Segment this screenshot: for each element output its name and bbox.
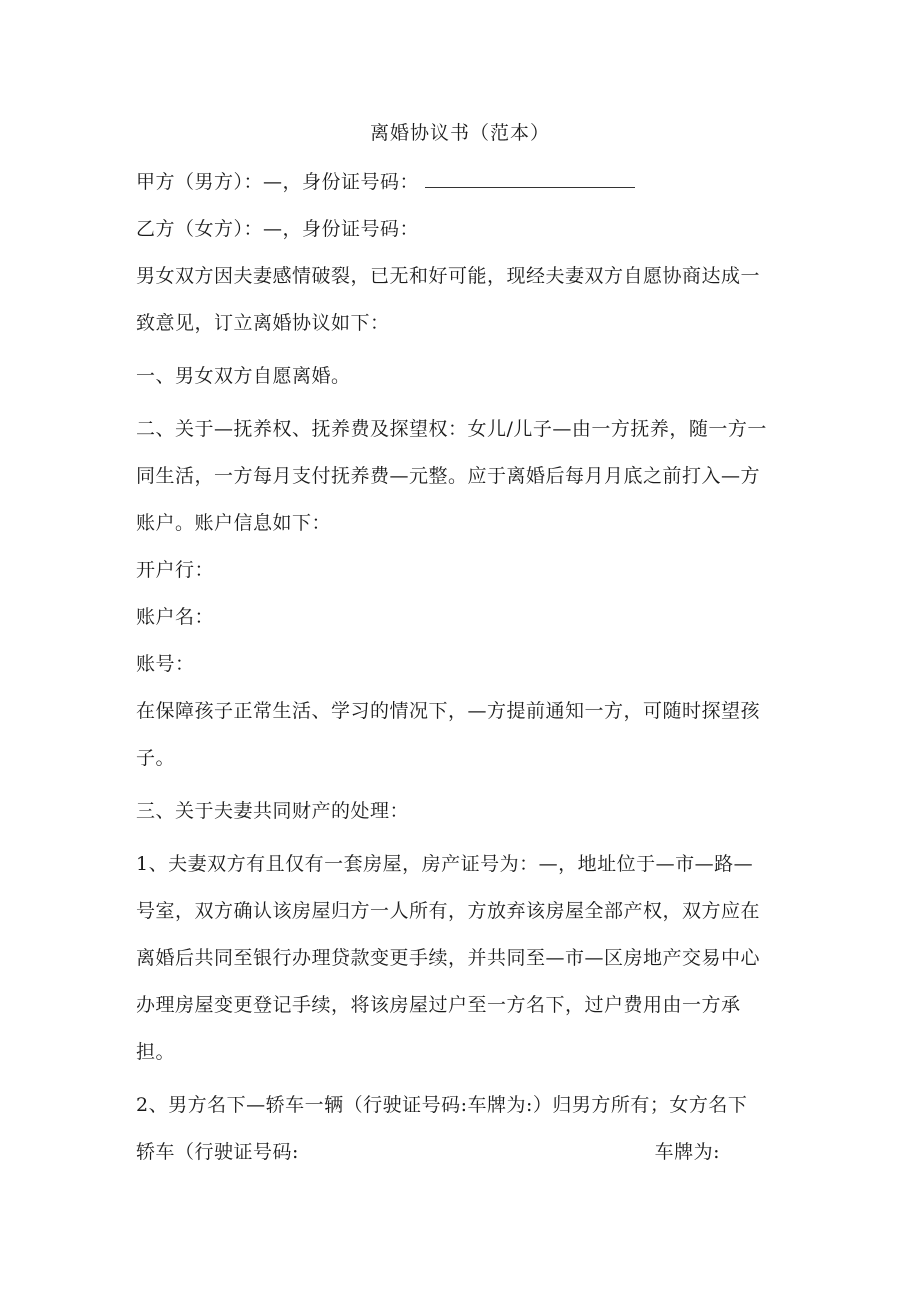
car-line-1: 2、男方名下—轿车一辆（行驶证号码:车牌为:）归男方所有；女方名下	[136, 1094, 748, 1116]
clause-2-line-1: 二、关于—抚养权、抚养费及探望权：女儿/儿子—由一方抚养，随一方一	[136, 418, 767, 440]
house-line-4: 办理房屋变更登记手续，将该房屋过户至一方名下，过户费用由一方承	[136, 994, 741, 1016]
house-line-3: 离婚后共同至银行办理贷款变更手续，并共同至—市—区房地产交易中心	[136, 947, 761, 969]
car-line-2-right: 车牌为:	[654, 1141, 720, 1163]
account-name-line: 账户名：	[136, 606, 215, 628]
visit-line-1: 在保障孩子正常生活、学习的情况下，—方提前通知一方，可随时探望孩	[136, 700, 761, 722]
party-b-line: 乙方（女方）：—，身份证号码：	[136, 218, 420, 240]
party-a-id-blank	[425, 167, 635, 188]
car-line-2-left: 轿车（行驶证号码:	[136, 1141, 299, 1163]
clause-2-line-2: 同生活，一方每月支付抚养费—元整。应于离婚后每月月底之前打入—方	[136, 465, 761, 487]
party-a-text: 甲方（男方）：—，身份证号码：	[136, 171, 420, 193]
account-no-line: 账号：	[136, 653, 195, 675]
house-line-5: 担。	[136, 1041, 176, 1063]
document-title: 离婚协议书（范本）	[369, 122, 550, 144]
clause-2-line-3: 账户。账户信息如下：	[136, 512, 332, 534]
car-line-2	[136, 1135, 720, 1182]
clause-1: 一、男女双方自愿离婚。	[136, 365, 351, 387]
document-body	[136, 165, 796, 1182]
bank-line: 开户行：	[136, 559, 215, 581]
party-a-line	[136, 165, 796, 212]
house-line-1: 1、夫妻双方有且仅有一套房屋，房产证号为：—，地址位于—市—路—	[136, 853, 754, 875]
intro-line-1: 男女双方因夫妻感情破裂，已无和好可能，现经夫妻双方自愿协商达成一	[136, 265, 761, 287]
visit-line-2: 子。	[136, 747, 176, 769]
clause-3: 三、关于夫妻共同财产的处理：	[136, 800, 410, 822]
intro-line-2: 致意见，订立离婚协议如下：	[136, 312, 390, 334]
house-line-2: 号室，双方确认该房屋归方一人所有，方放弃该房屋全部产权，双方应在	[136, 900, 761, 922]
